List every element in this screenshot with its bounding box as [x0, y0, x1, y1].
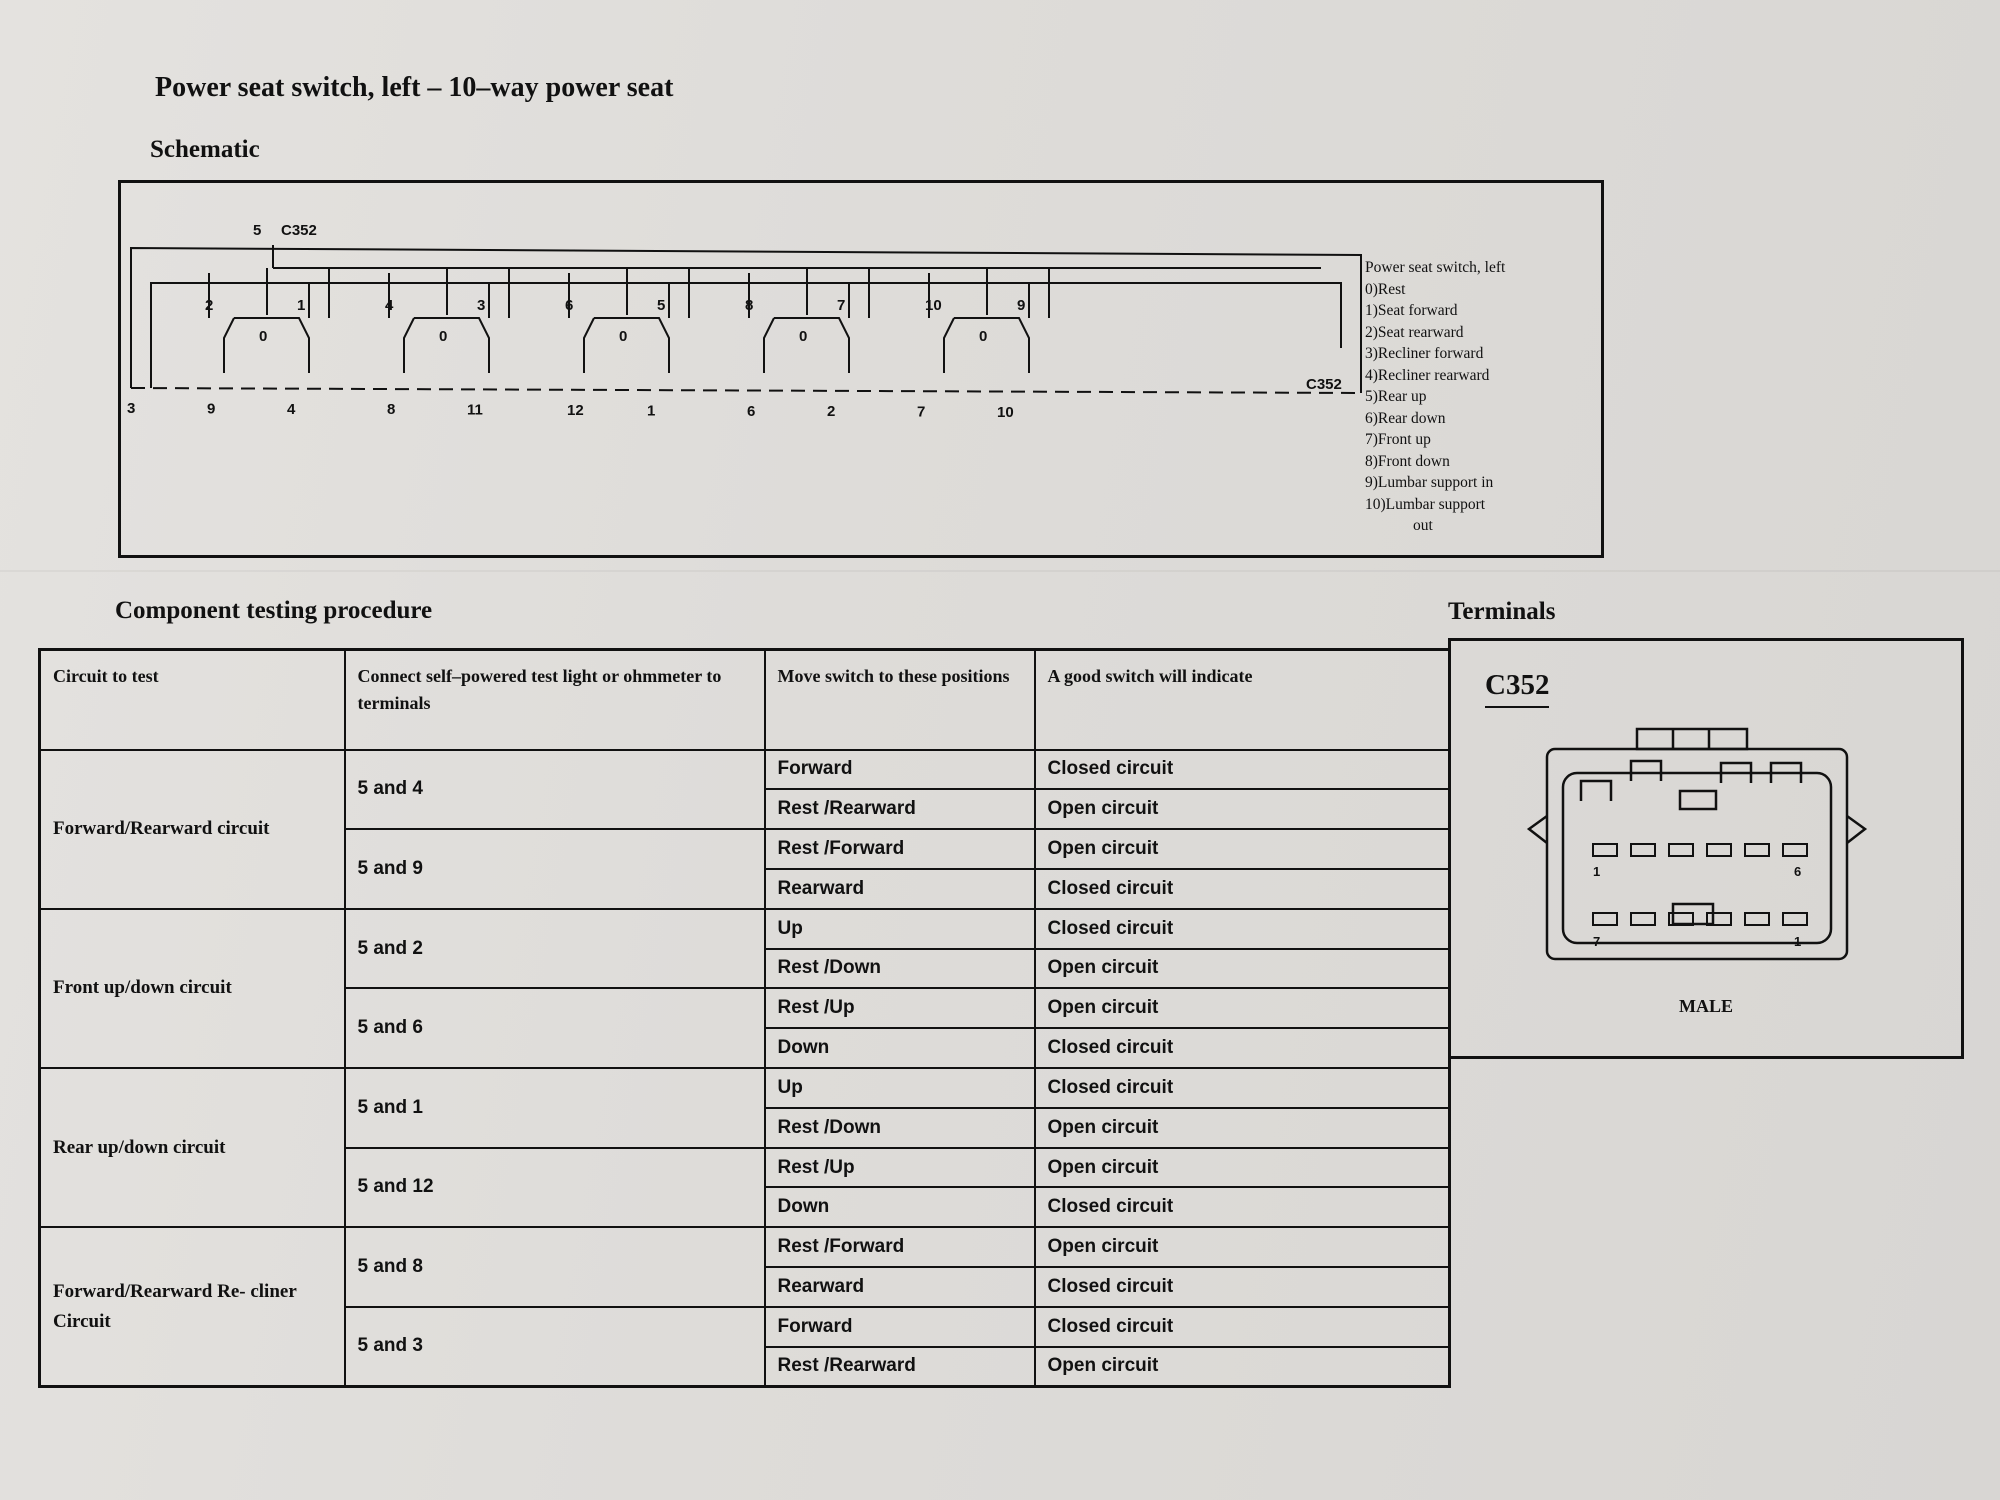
table-row [40, 750, 1450, 790]
terminals-cell: 5 and 12 [345, 1148, 765, 1228]
bottom-pin-label: 1 [647, 402, 656, 420]
position-cell: Up [765, 1068, 1035, 1108]
legend-line: 3)Recliner forward [1365, 345, 1484, 362]
indication-cell: Closed circuit [1035, 1307, 1450, 1347]
position-cell: Rest /Up [765, 988, 1035, 1028]
schematic-heading: Schematic [150, 136, 260, 163]
legend-line: 4)Recliner rearward [1365, 366, 1490, 384]
switch-4-right-label: 7 [837, 297, 846, 314]
bottom-pin-label: 12 [567, 402, 584, 419]
page-title: Power seat switch, left – 10–way power seat [155, 72, 674, 103]
legend-line: Power seat switch, left [1365, 259, 1506, 276]
indication-cell: Open circuit [1035, 1347, 1450, 1387]
connector-pin [1593, 844, 1617, 856]
position-cell: Rest /Rearward [765, 789, 1035, 829]
position-cell: Rest /Down [765, 949, 1035, 989]
header-indication: A good switch will indicate [1035, 650, 1450, 750]
connector-pin-5-label: 5 [253, 222, 262, 239]
connector-pin [1707, 844, 1731, 856]
bottom-pin-label: 3 [127, 400, 136, 417]
bottom-pin-label: 4 [287, 400, 296, 418]
legend-line: 9)Lumbar support in [1365, 474, 1494, 491]
connector-pin [1631, 913, 1655, 925]
legend-line: out [1413, 517, 1433, 534]
indication-cell: Closed circuit [1035, 1187, 1450, 1227]
legend-line: 10)Lumbar support [1365, 495, 1486, 513]
switch-2-right-label: 3 [477, 297, 486, 314]
dashed-ground-line [131, 388, 1361, 393]
position-cell: Forward [765, 1307, 1035, 1347]
legend-line: 5)Rear up [1365, 388, 1427, 405]
position-cell: Rearward [765, 1267, 1035, 1307]
connector-c352-top-label: C352 [281, 222, 317, 239]
terminals-cell: 5 and 9 [345, 829, 765, 909]
paper-fold [0, 570, 2000, 572]
connector-label: C352 [1485, 669, 1549, 708]
indication-cell: Closed circuit [1035, 1068, 1450, 1108]
indication-cell: Closed circuit [1035, 909, 1450, 949]
switch-2-rest-label: 0 [439, 328, 448, 345]
header-terminals: Connect self–powered test light or ohmmeter to terminals [345, 650, 765, 750]
switch-5-rest-label: 0 [979, 328, 988, 345]
indication-cell: Open circuit [1035, 789, 1450, 829]
pin-label-bottom-right: 1 [1794, 934, 1802, 949]
position-cell: Rest /Forward [765, 829, 1035, 869]
bottom-pin-label: 11 [467, 401, 483, 419]
terminals-heading: Terminals [1448, 598, 1556, 625]
position-cell: Down [765, 1028, 1035, 1068]
connector-pin [1593, 913, 1617, 925]
switch-position-legend [1365, 257, 1595, 537]
indication-cell: Open circuit [1035, 1108, 1450, 1148]
terminals-cell: 5 and 6 [345, 988, 765, 1068]
component-testing-table [38, 648, 1451, 1388]
connector-pin [1783, 913, 1807, 925]
bottom-pin-label: 10 [997, 404, 1014, 421]
switch-5-right-label: 9 [1017, 297, 1026, 314]
switch-1-right-label: 1 [297, 297, 306, 314]
indication-cell: Open circuit [1035, 988, 1450, 1028]
header-positions: Move switch to these positions [765, 650, 1035, 750]
header-circuit: Circuit to test [40, 650, 345, 750]
connector-pin [1669, 844, 1693, 856]
bottom-pin-label: 8 [387, 401, 396, 419]
pin-label-top-left: 1 [1593, 864, 1601, 879]
terminals-cell: 5 and 1 [345, 1068, 765, 1148]
position-cell: Forward [765, 750, 1035, 790]
circuit-cell: Forward/Rearward Re- cliner Circuit [40, 1227, 345, 1386]
position-cell: Rearward [765, 869, 1035, 909]
switch-4-rest-label: 0 [799, 328, 808, 345]
table-header-row [40, 650, 1450, 750]
switch-4-left-label: 8 [745, 297, 754, 314]
schematic-frame [118, 180, 1604, 558]
table-row [40, 1227, 1450, 1267]
legend-line: 0)Rest [1365, 280, 1406, 298]
terminals-cell: 5 and 4 [345, 750, 765, 830]
connector-c352-drawing [1451, 721, 1961, 1021]
switch-2-left-label: 4 [385, 297, 394, 314]
bottom-pin-label: 6 [747, 402, 756, 420]
switch-1-left-label: 2 [205, 297, 214, 314]
legend-line: 7)Front up [1365, 431, 1431, 448]
position-cell: Down [765, 1187, 1035, 1227]
switch-5-left-label: 10 [925, 297, 942, 314]
table-row [40, 1068, 1450, 1108]
connector-pin [1783, 844, 1807, 856]
bus-outer [131, 248, 1361, 393]
legend-line: 1)Seat forward [1365, 302, 1458, 319]
terminals-panel [1448, 638, 1964, 1059]
legend-line: 8)Front down [1365, 452, 1450, 470]
switch-1-rest-label: 0 [259, 328, 268, 345]
indication-cell: Closed circuit [1035, 869, 1450, 909]
table-row [40, 909, 1450, 949]
connector-c352-right-label: C352 [1306, 376, 1342, 393]
indication-cell: Open circuit [1035, 949, 1450, 989]
position-cell: Rest /Down [765, 1108, 1035, 1148]
switch-3-right-label: 5 [657, 297, 666, 314]
connector-pin [1745, 913, 1769, 925]
schematic-diagram [121, 183, 1481, 443]
bottom-pin-label: 7 [917, 403, 926, 421]
bottom-pin-label: 2 [827, 403, 836, 421]
connector-pin [1631, 844, 1655, 856]
connector-gender-label: MALE [1679, 996, 1733, 1016]
connector-pin [1745, 844, 1769, 856]
bottom-pin-label: 9 [207, 400, 216, 418]
switch-3-left-label: 6 [565, 297, 574, 314]
indication-cell: Open circuit [1035, 829, 1450, 869]
terminals-cell: 5 and 2 [345, 909, 765, 989]
pin-label-bottom-left: 7 [1593, 934, 1601, 949]
position-cell: Up [765, 909, 1035, 949]
position-cell: Rest /Up [765, 1148, 1035, 1188]
terminals-cell: 5 and 8 [345, 1227, 765, 1307]
circuit-cell: Forward/Rearward circuit [40, 750, 345, 909]
legend-line: 6)Rear down [1365, 409, 1446, 427]
indication-cell: Closed circuit [1035, 750, 1450, 790]
circuit-cell: Front up/down circuit [40, 909, 345, 1068]
pin-label-top-right: 6 [1794, 864, 1802, 879]
indication-cell: Closed circuit [1035, 1028, 1450, 1068]
terminals-cell: 5 and 3 [345, 1307, 765, 1387]
legend-line: 2)Seat rearward [1365, 323, 1464, 341]
indication-cell: Open circuit [1035, 1148, 1450, 1188]
indication-cell: Open circuit [1035, 1227, 1450, 1267]
switch-3-rest-label: 0 [619, 328, 628, 345]
position-cell: Rest /Forward [765, 1227, 1035, 1267]
indication-cell: Closed circuit [1035, 1267, 1450, 1307]
position-cell: Rest /Rearward [765, 1347, 1035, 1387]
procedure-heading: Component testing procedure [115, 597, 433, 624]
circuit-cell: Rear up/down circuit [40, 1068, 345, 1227]
